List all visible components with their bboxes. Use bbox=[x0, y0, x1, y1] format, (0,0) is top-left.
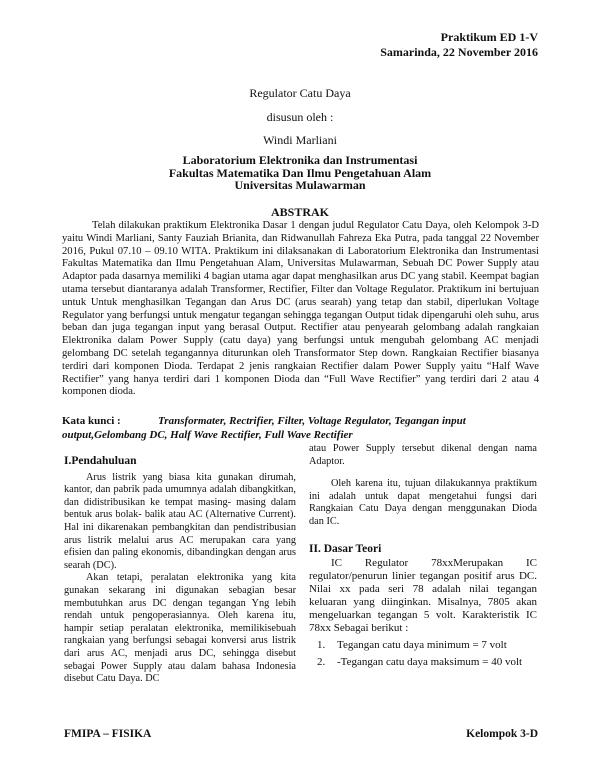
list-item: 2. -Tegangan catu daya maksimum = 40 volt bbox=[317, 656, 523, 669]
left-column bbox=[64, 455, 296, 686]
keywords-terms: Transformater, Rectrifier, Filter, Voltage Regulator, Tegangan input output,Gelombang DC, Half Wave Rectifier, Full Wave Rectifier bbox=[62, 415, 466, 441]
place-date: Samarinda, 22 November 2016 bbox=[380, 45, 538, 59]
by-label: disusun oleh : bbox=[266, 110, 334, 124]
purpose-paragraph: Oleh karena itu, tujuan dilakukannya praktikum ini adalah untuk dapat mengetahui fungsi dari Rangkaian Catu Daya dengan menggunakan Dioda dan IC. bbox=[309, 478, 537, 527]
author-name: Windi Marliani bbox=[263, 133, 337, 147]
affiliation bbox=[0, 154, 600, 192]
keywords bbox=[62, 414, 539, 442]
abstract-text: Telah dilakukan praktikum Elektronika Dasar 1 dengan judul Regulator Catu Daya, oleh Kelompok 3-D yaitu Windi Marliani, Santy Fauziah Brianita, dan Ridwanullah Fahreza Eka Putra, pada tanggal 22 November 2016, Pukul 07.10 – 09.10 WITA. Praktikum ini dilaksanakan di Laboratorium Elektronika dan Instrumentasi Fakultas Matematika dan Ilmu Pengetahuan Alam, Universitas Mulawarman, Sebuah DC Power Supply atau Adaptor pada dasarnya memiliki 4 bagian utama agar dapat menghasilkan arus DC yang stabil. Keempat bagian utama tersebut diantaranya adalah Transformer, Rectifier, Filter dan Voltage Regulator. Praktikum ini bertujuan untuk Untuk menghasilkan Tegangan dan Arus DC (arus searah) yang tetap dan stabil, diperlukan Voltage Regulator yang berfungsi untuk mengatur tegangan sehingga tegangan Output tidak dipengaruhi oleh suhu, arus beban dan juga tegangan input yang berasal Output. Rectifier atau penyearah gelombang adalah rangkaian Elektronika dalam Power Supply (catu daya) yang berfungsi untuk mengubah gelombang AC menjadi gelombang DC setelah tegangannya diturunkan oleh Transformator Step down. Rangkaian Rectifier biasanya terdiri dari komponen Dioda. Terdapat 2 jenis rangkaian Rectifier dalam Power Supply yaitu “Half Wave Rectifier” yang hanya terdiri dari 1 komponen Dioda dan “Full Wave Rectifier” yang terdiri dari 2 atau 4 komponen dioda. bbox=[62, 220, 539, 398]
section1-continuation: atau Power Supply tersebut dikenal dengan nama Adaptor. bbox=[309, 443, 537, 467]
section1-paragraph-1: Arus listrik yang biasa kita gunakan dirumah, kantor, dan pabrik pada umumnya adalah dibangkitkan, dan didistribusikan ke tempat masing- masing dalam bentuk arus bolak- balik atau AC (Alternative Current). Hal ini dikarenakan pembangkitan dan pendistribusian arus listrik melalui arus AC merupakan cara yang efisien dan paling ekonomis, dibandingkan dengan arus searah (DC). bbox=[64, 471, 296, 571]
paper-title: Regulator Catu Daya bbox=[249, 86, 351, 100]
affiliation-university: Universitas Mulawarman bbox=[234, 178, 366, 192]
page-header bbox=[380, 30, 538, 60]
footer-right: Kelompok 3-D bbox=[466, 728, 538, 740]
keywords-label: Kata kunci : bbox=[62, 415, 121, 427]
section2-heading: II. Dasar Teori bbox=[309, 542, 382, 555]
course-label: Praktikum ED 1-V bbox=[440, 30, 538, 44]
abstract-heading: ABSTRAK bbox=[270, 205, 329, 219]
right-column bbox=[309, 443, 537, 673]
list-item: 1. Tegangan catu daya minimum = 7 volt bbox=[317, 639, 507, 652]
affiliation-lab: Laboratorium Elektronika dan Instrumentasi bbox=[182, 153, 418, 167]
section1-heading: I.Pendahuluan bbox=[64, 455, 137, 467]
affiliation-faculty: Fakultas Matematika Dan Ilmu Pengetahuan Alam bbox=[168, 165, 432, 180]
characteristics-list bbox=[309, 639, 537, 669]
section1-paragraph-2: Akan tetapi, peralatan elektronika yang kita gunakan sekarang ini digunakan sebagian besar membutuhkan arus DC dengan tegangan Yng lebih rendah untuk pengoperasiannya. Oleh karena itu, hampir setiap peralatan elektronika, memilikisebuah rangkaian yang berfungsi sebagai konversi arus listrik dari arus AC, menjadi arus DC, sehingga disebut sebagai Power Supply atau dalam bahasa Indonesia disebut Catu Daya. DC bbox=[64, 572, 296, 685]
section2-paragraph: IC Regulator 78xxMerupakan IC regulator/penurun linier tegangan positif arus DC. Nilai xx pada seri 78 adalah nilai tegangan keluaran yang diinginkan. Misalnya, 7805 akan mengeluarkan tegangan 5 volt. Karakteristik IC 78xx Sebagai berikut : bbox=[309, 557, 537, 635]
footer-left: FMIPA – FISIKA bbox=[64, 728, 152, 740]
